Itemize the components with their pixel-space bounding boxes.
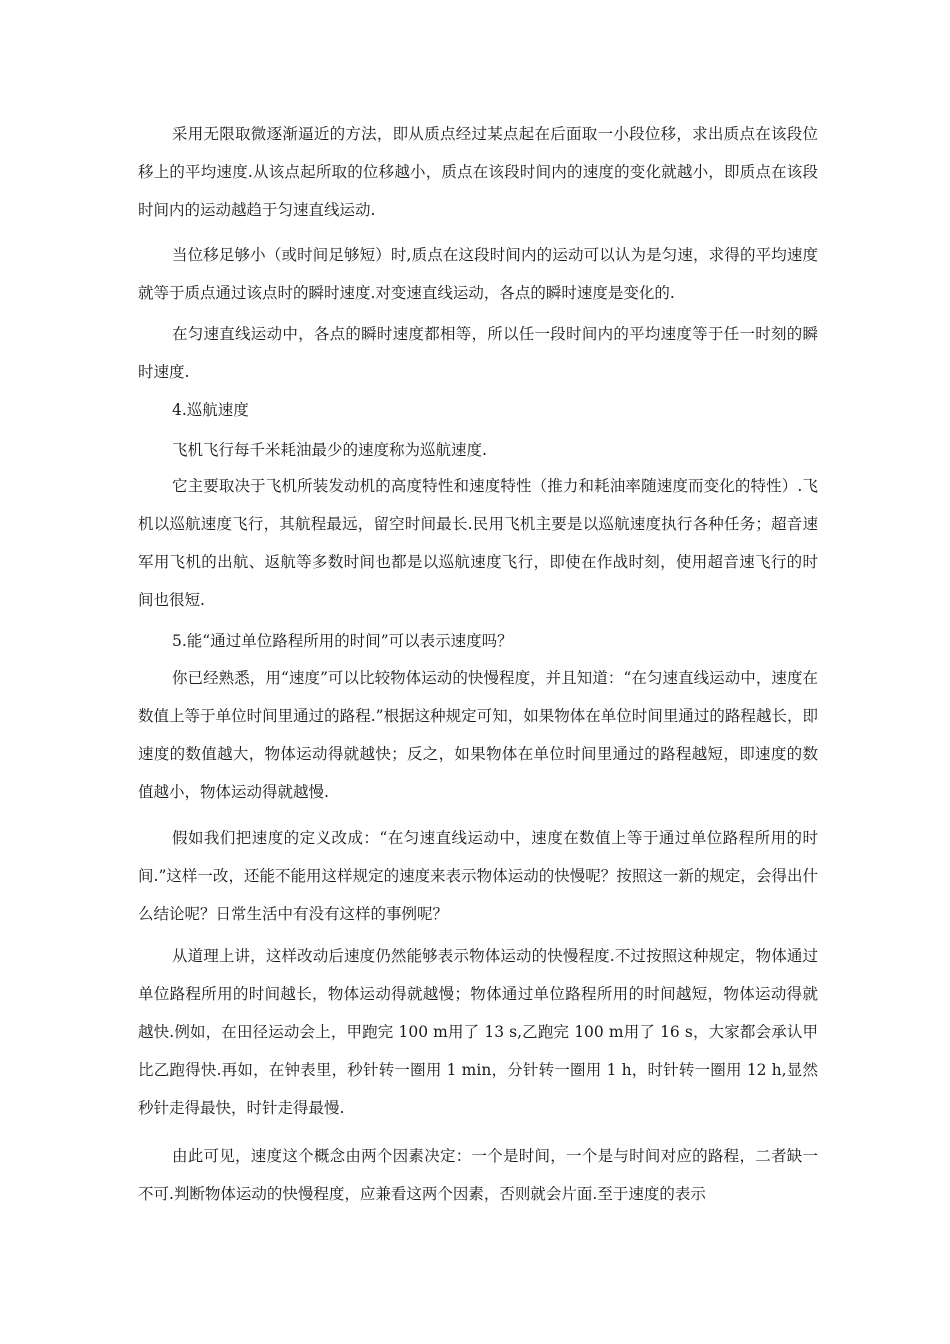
- paragraph-uniform-motion: 在匀速直线运动中，各点的瞬时速度都相等，所以任一段时间内的平均速度等于任一时刻的瞬时速度.: [138, 325, 818, 381]
- paragraph-examples: 从道理上讲，这样改动后速度仍然能够表示物体运动的快慢程度.不过按照这种规定，物体通过单位路程所用的时间越长，物体运动得就越慢；物体通过单位路程所用的时间越短，物体运动得就越快.例如，在田径运动会上，甲跑完 100 m用了 13 s,乙跑完 100 m用了 16 s，大家都会承认甲比乙跑得快.再如，在钟表里，秒针转一圈用 1 min，分针转一圈用 1 h，时针转一圈用 12 h,显然秒针走得最快，时针走得最慢.: [138, 947, 818, 1117]
- paragraph-cruise-definition: 飞机飞行每千米耗油最少的速度称为巡航速度.: [172, 441, 487, 459]
- paragraph-instant-velocity: 当位移足够小（或时间足够短）时,质点在这段时间内的运动可以认为是匀速，求得的平均速度就等于质点通过该点时的瞬时速度.对变速直线运动，各点的瞬时速度是变化的.: [138, 246, 818, 302]
- paragraph-conclusion: 由此可见，速度这个概念由两个因素决定：一个是时间，一个是与时间对应的路程，二者缺一不可.判断物体运动的快慢程度，应兼看这两个因素，否则就会片面.至于速度的表示: [138, 1147, 818, 1203]
- paragraph-cruise-details: 它主要取决于飞机所装发动机的高度特性和速度特性（推力和耗油率随速度而变化的特性）.飞机以巡航速度飞行，其航程最远，留空时间最长.民用飞机主要是以巡航速度执行各种任务；超音速军用飞机的出航、返航等多数时间也都是以巡航速度飞行，即使在作战时刻，使用超音速飞行的时间也很短.: [138, 477, 818, 609]
- paragraph-redefine-speed: 假如我们把速度的定义改成：“在匀速直线运动中，速度在数值上等于通过单位路程所用的时间.”这样一改，还能不能用这样规定的速度来表示物体运动的快慢呢？按照这一新的规定，会得出什么结论呢？日常生活中有没有这样的事例呢？: [138, 829, 818, 923]
- section-heading-cruise-speed: 4.巡航速度: [172, 401, 249, 419]
- paragraph-limit-method: 采用无限取微逐渐逼近的方法，即从质点经过某点起在后面取一小段位移，求出质点在该段位移上的平均速度.从该点起所取的位移越小，质点在该段时间内的速度的变化就越小，即质点在该段时间内的运动越趋于匀速直线运动.: [138, 125, 818, 219]
- section-heading-time-per-distance: 5.能“通过单位路程所用的时间”可以表示速度吗？: [172, 632, 513, 650]
- paragraph-speed-familiar: 你已经熟悉，用“速度”可以比较物体运动的快慢程度，并且知道：“在匀速直线运动中，速度在数值上等于单位时间里通过的路程.”根据这种规定可知，如果物体在单位时间里通过的路程越长，即速度的数值越大，物体运动得就越快；反之，如果物体在单位时间里通过的路程越短，即速度的数值越小，物体运动得就越慢.: [138, 669, 818, 801]
